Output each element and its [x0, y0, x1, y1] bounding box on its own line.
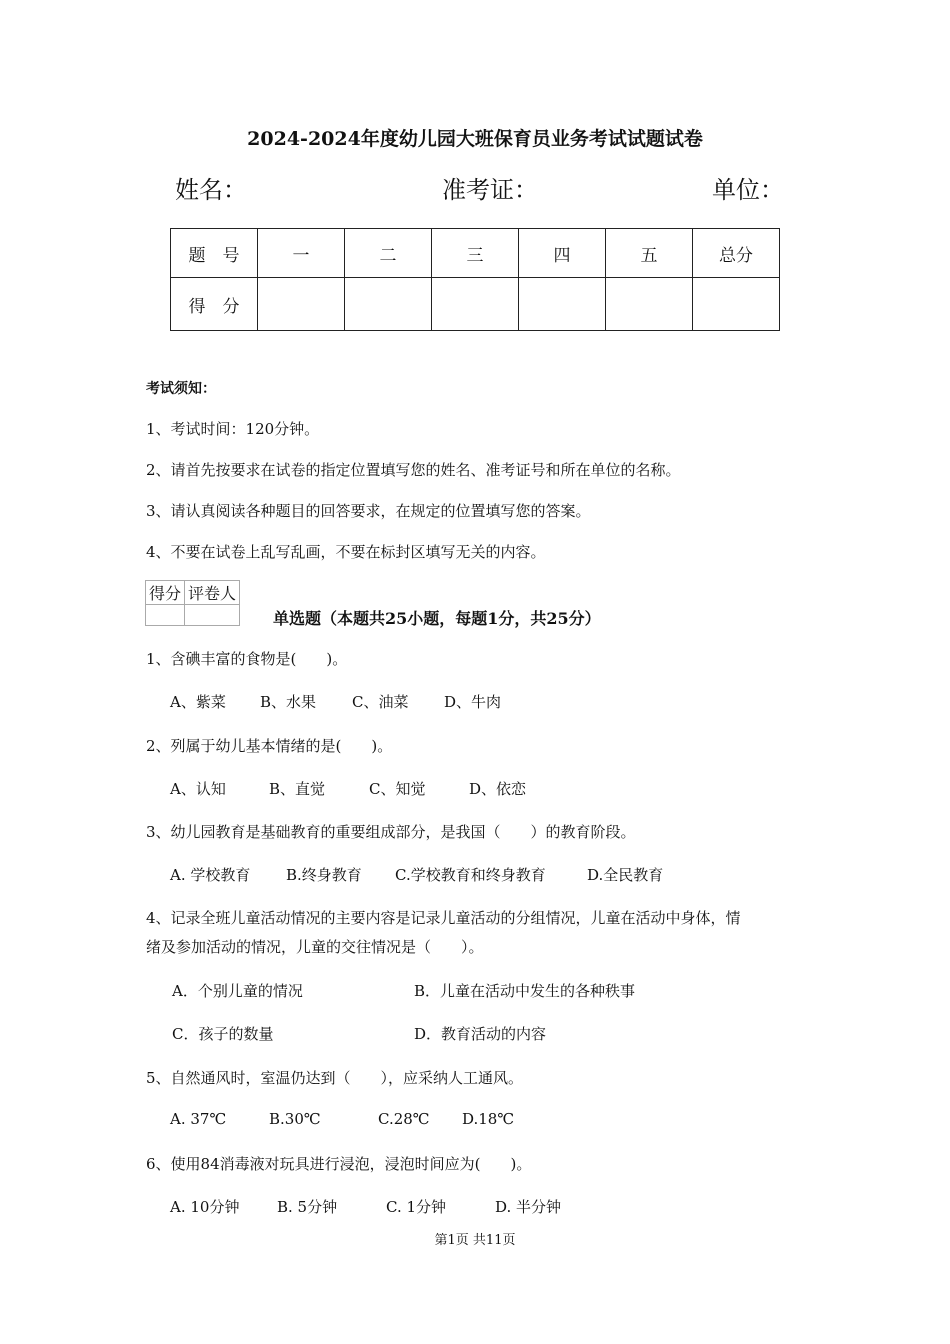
score-cell[interactable] — [345, 278, 432, 331]
score-table-score-row — [171, 278, 780, 331]
question-stem: 2、列属于幼儿基本情绪的是( )。 — [146, 737, 393, 755]
option: D．教育活动的内容 — [414, 1025, 547, 1043]
option: C.28℃ — [378, 1110, 430, 1128]
option: D.全民教育 — [587, 866, 664, 884]
notice-heading: 考试须知： — [146, 381, 216, 397]
question-stem: 4、记录全班儿童活动情况的主要内容是记录儿童活动的分组情况，儿童在活动中身体，情 — [146, 909, 741, 927]
grader-name-cell[interactable] — [185, 605, 240, 626]
grader-score-label: 得分 — [146, 581, 185, 605]
score-cell[interactable] — [258, 278, 345, 331]
question-stem: 6、使用84消毒液对玩具进行浸泡，浸泡时间应为( )。 — [146, 1155, 532, 1173]
header-cell-5: 五 — [606, 229, 693, 278]
question-stem: 5、自然通风时，室温仍达到（ ），应采纳人工通风。 — [146, 1069, 524, 1087]
option: C.学校教育和终身教育 — [395, 866, 546, 884]
option: B、直觉 — [269, 780, 326, 798]
header-cell-total: 总分 — [693, 229, 780, 278]
option: A、认知 — [170, 780, 226, 798]
question-stem: 1、含碘丰富的食物是( )。 — [146, 650, 348, 668]
section-title: 单选题（本题共25小题，每题1分，共25分） — [273, 609, 601, 628]
question-stem-continued: 绪及参加活动的情况，儿童的交往情况是（ ）。 — [146, 938, 484, 956]
header-cell-1: 一 — [258, 229, 345, 278]
option: D、牛肉 — [444, 693, 502, 711]
score-row-label: 得 分 — [171, 278, 258, 331]
option: A. 37℃ — [170, 1110, 227, 1128]
exam-id-field-label: 准考证： — [442, 176, 538, 204]
option: A. 10分钟 — [170, 1198, 240, 1216]
header-cell-label: 题 号 — [171, 229, 258, 278]
name-field-label: 姓名： — [175, 176, 247, 204]
option: A、紫菜 — [170, 693, 226, 711]
option: B. 5分钟 — [277, 1198, 338, 1216]
option: C、知觉 — [369, 780, 426, 798]
option: D.18℃ — [462, 1110, 515, 1128]
page-title: 2024-2024年度幼儿园大班保育员业务考试试题试卷 — [247, 128, 703, 150]
option: D、依恋 — [469, 780, 527, 798]
score-table — [170, 228, 780, 331]
question-stem: 3、幼儿园教育是基础教育的重要组成部分，是我国（ ）的教育阶段。 — [146, 823, 636, 841]
score-cell[interactable] — [693, 278, 780, 331]
header-cell-4: 四 — [519, 229, 606, 278]
grader-score-cell[interactable] — [146, 605, 185, 626]
option: B.30℃ — [269, 1110, 321, 1128]
notice-item: 4、不要在试卷上乱写乱画，不要在标封区填写无关的内容。 — [146, 543, 546, 561]
header-cell-2: 二 — [345, 229, 432, 278]
option: B.终身教育 — [286, 866, 362, 884]
notice-item: 1、考试时间：120分钟。 — [146, 420, 320, 438]
option: B、水果 — [260, 693, 317, 711]
grader-table — [145, 580, 240, 626]
option: B．儿童在活动中发生的各种秩事 — [414, 982, 636, 1000]
page-footer: 第1页 共11页 — [434, 1233, 516, 1248]
option: A. 学校教育 — [170, 866, 251, 884]
option: C. 1分钟 — [386, 1198, 447, 1216]
header-cell-3: 三 — [432, 229, 519, 278]
option: C．孩子的数量 — [172, 1025, 274, 1043]
option: A．个别儿童的情况 — [172, 982, 303, 1000]
unit-field-label: 单位： — [712, 176, 784, 204]
option: D. 半分钟 — [495, 1198, 562, 1216]
grader-name-label: 评卷人 — [185, 581, 240, 605]
score-cell[interactable] — [606, 278, 693, 331]
score-table-header-row — [171, 229, 780, 278]
score-cell[interactable] — [519, 278, 606, 331]
notice-item: 3、请认真阅读各种题目的回答要求，在规定的位置填写您的答案。 — [146, 502, 591, 520]
option: C、油菜 — [352, 693, 409, 711]
score-cell[interactable] — [432, 278, 519, 331]
notice-item: 2、请首先按要求在试卷的指定位置填写您的姓名、准考证号和所在单位的名称。 — [146, 461, 681, 479]
